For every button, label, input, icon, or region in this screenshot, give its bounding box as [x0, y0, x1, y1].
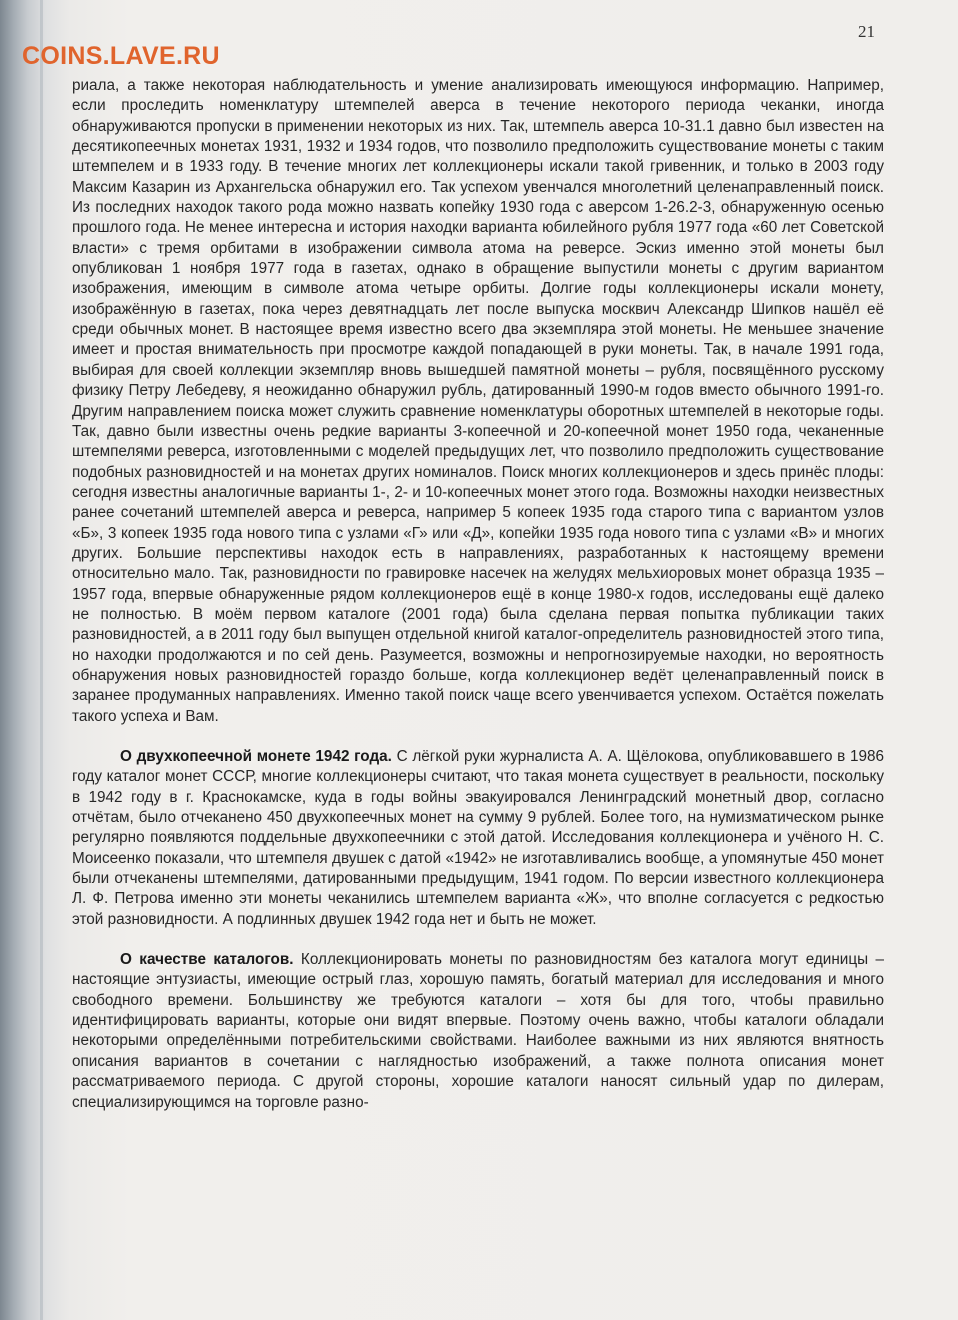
paragraph-gap [72, 930, 884, 950]
paragraph-1 [72, 76, 884, 727]
paragraph-2-heading: О двухкопеечной монете 1942 года. [120, 748, 392, 765]
paragraph-3-heading: О качестве каталогов. [120, 951, 294, 969]
paragraph-1-text: риала, а также некоторая наблюдательность и умение анализировать имеющуюся информацию. Например, если проследить номенклатуру штемпелей аверса в течение некоторого периода чеканки, иногда обнаруживаются пропуски в применении некоторых из них. Так, штемпель аверса 10-31.1 давно был известен на десятикопеечных монетах 1931, 1932 и 1934 годов, что позволило предположить существование монеты с таким штемпелем и в 1933 году. В течение многих лет коллекционеры искали такой гривенник, и только в 2003 году Максим Казарин из Архангельска обнаружил его. Так успехом увенчался многолетний целенаправленный поиск. Из последних находок такого рода можно назвать копейку 1930 года с аверсом 1-26.2-3, обнаруженную осенью прошлого года. Не менее интересна и история находки варианта юбилейного рубля 1977 года «60 лет Советской власти» с тремя орбитами в изображении символа атома на реверсе. Эскиз именно этой монеты был опубликован 1 ноября 1977 года в газетах, однако в обращение выпустили монеты с другим вариантом изображения, имеющим в символе атома четыре орбиты. Долгие годы коллекционеры искали монету, изображённую в газетах, пока через девятнадцать лет после выпуска москвич Александр Шипков нашёл её среди обычных монет. В настоящее время известно всего два экземпляра этой монеты. Не меньшее значение имеет и простая внимательность при просмотре каждой попадающей в руки монеты. Так, в начале 1991 года, выбирая для своей коллекции экземпляр вновь вышедшей памятной монеты – рубля, посвящённого русскому физику Петру Лебедеву, я неожиданно обнаружил рубль, датированный 1990-м годов вместо обычного 1991-го. Другим направлением поиска может служить сравнение номенклатуры оборотных штемпелей в некоторые годы. Так, давно были известны очень редкие варианты 3-копеечной и 20-копеечной монет 1950 года, чеканенные штемпелями реверса, изготовленными с моделей предыдущих лет, что позволило предположить существование подобных разновидностей и на монетах других номиналов. Поиск многих коллекционеров и здесь принёс плоды: сегодня известны аналогичные варианты 1-, 2- и 10-копеечных монет этого года. Возможны находки неизвестных ранее сочетаний штемпелей аверса и реверса, например 5 копеек 1935 года старого типа с вариантом узлов «Б», 3 копеек 1935 года нового типа с узлами «Г» или «Д», копейки 1935 года нового типа с узлами «В» и многих других. Большие перспективы находок есть в направлениях, разработанных к настоящему времени относительно мало. Так, разновидности по гравировке насечек на желудях мельхиоровых монет образца 1935 – 1957 года, впервые обнаруженные рядом коллекционеров ещё в конце 1980-х годов, исследованы ещё далеко не полностью. В моём первом каталоге (2001 года) была сделана первая попытка публикации таких разновидностей, а в 2011 году был выпущен отдельной книгой каталог-определитель разновидностей этого типа, но находки продолжаются и по сей день. Разумеется, возможны и непрогнозируемые находки, но вероятность обнаружения новых разновидностей гораздо больше, когда коллекционер ведёт целенаправленный поиск в заранее продуманных направлениях. Именно такой поиск чаще всего увенчивается успехом. Остаётся пожелать такого успеха и Вам. [72, 77, 884, 725]
paragraph-2 [72, 747, 884, 930]
paragraph-2-text: С лёгкой руки журналиста А. А. Щёлокова, опубликовавшего в 1986 году каталог монет СССР, многие коллекционеры считают, что такая монета существует в реальности, поскольку в 1942 году в г. Краснокамске, куда в годы войны эвакуировался Ленинградский монетный двор, согласно отчётам, было отчеканено 450 двухкопеечных монет на сумму 9 рублей. Более того, на нумизматическом рынке регулярно появляются поддельные двухкопеечники с этой датой. Исследования коллекционера и учёного Н. С. Моисеенко показали, что штемпеля двушек с датой «1942» не изготавливались вообще, а упомянутые 450 монет были отчеканены штемпелями, датированными предыдущим, 1941 годом. По версии известного коллекционера Л. Ф. Петрова именно эти монеты чеканились штемпелем варианта «Ж», что вполне согласуется с редкостью этой разновидности. А подлинных двушек 1942 года нет и быть не может. [72, 748, 884, 928]
paragraph-3-text: Коллекционировать монеты по разновидностям без каталога могут единицы – настоящие энтузиасты, имеющие острый глаз, хорошую память, богатый материал для исследования и много свободного времени. Большинству же требуются каталоги – хотя бы для того, чтобы правильно идентифицировать варианты, которые они видят впервые. Поэтому очень важно, чтобы каталоги обладали некоторыми определёнными потребительскими свойствами. Наиболее важными из них являются внятность описания вариантов в сочетании с наглядностью изображений, а также полнота описания монет рассматриваемого периода. С другой стороны, хорошие каталоги наносят сильный удар по дилерам, специализирующимся на торговле разно- [72, 951, 884, 1111]
page-number: 21 [858, 22, 875, 41]
body-text [72, 76, 884, 1113]
watermark: COINS.LAVE.RU [22, 42, 220, 70]
paragraph-3 [72, 950, 884, 1113]
paragraph-gap [72, 727, 884, 747]
